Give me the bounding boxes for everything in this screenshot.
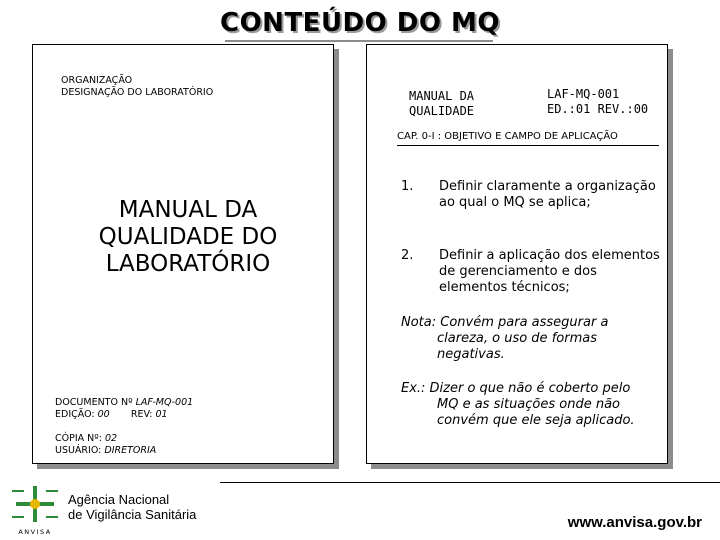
note-line-2: clareza, o uso de formas <box>437 331 597 346</box>
organization-block <box>61 75 213 99</box>
note-block <box>401 315 663 363</box>
list-item-number: 1. <box>401 179 414 194</box>
edition-value: 00 <box>97 409 110 420</box>
example-block <box>401 381 663 429</box>
title-underline <box>225 40 493 42</box>
org-line-1: ORGANIZAÇÃO <box>61 75 133 86</box>
doc-label: DOCUMENTO Nº <box>55 397 133 408</box>
main-title-line-2: QUALIDADE DO <box>98 224 278 250</box>
note-line-3: negativas. <box>437 347 505 362</box>
anvisa-logo <box>10 484 60 536</box>
rev-value: 01 <box>155 409 168 420</box>
org-line-2: DESIGNAÇÃO DO LABORATÓRIO <box>61 87 214 98</box>
page-title: CONTEÚDO DO MQ <box>220 8 500 38</box>
website-link[interactable]: www.anvisa.gov.br <box>567 514 702 531</box>
page-header-manual <box>409 89 474 119</box>
chapter-heading: CAP. 0-I : OBJETIVO E CAMPO DE APLICAÇÃO <box>397 131 618 142</box>
anvisa-logo-icon <box>10 484 60 536</box>
user-label: USUÁRIO: <box>55 445 102 456</box>
header-left-line-1: MANUAL DA <box>409 89 475 103</box>
chapter-page-panel <box>366 44 668 464</box>
document-cover-panel <box>32 44 334 464</box>
page-header-code <box>547 87 648 117</box>
document-info <box>55 397 193 421</box>
note-line-1: Nota: Convém para assegurar a <box>401 315 609 330</box>
list-item: Definir a aplicação dos elementos de gerenciamento e dos elementos técnicos; <box>439 248 660 295</box>
copy-info <box>55 433 156 457</box>
logo-text: ANVISA <box>18 528 52 536</box>
header-right-line-1: LAF-MQ-001 <box>547 87 620 101</box>
example-line-3: convém que ele seja aplicado. <box>437 413 635 428</box>
main-title-line-1: MANUAL DA <box>118 197 258 223</box>
edition-label: EDIÇÃO: <box>55 409 95 420</box>
header-left-line-2: QUALIDADE <box>409 104 475 118</box>
example-line-2: MQ e as situações onde não <box>437 397 621 412</box>
user-value: DIRETORIA <box>104 445 157 456</box>
copy-value: 02 <box>104 433 118 444</box>
rev-label: REV: <box>130 409 153 420</box>
list-item-number: 2. <box>401 248 414 263</box>
main-title-line-3: LABORATÓRIO <box>105 251 271 277</box>
doc-value: LAF-MQ-001 <box>135 397 194 408</box>
copy-label: CÓPIA Nº: <box>55 433 102 444</box>
agency-line-1: Agência Nacional <box>68 492 170 507</box>
example-line-1: Ex.: Dizer o que não é coberto pelo <box>401 381 631 396</box>
agency-line-2: de Vigilância Sanitária <box>68 507 197 522</box>
agency-name <box>68 492 196 522</box>
manual-main-title <box>43 197 333 278</box>
list-item: Definir claramente a organização ao qual o MQ se aplica; <box>439 179 656 210</box>
header-right-line-2: ED.:01 REV.:00 <box>547 102 649 116</box>
chapter-rule <box>397 145 659 146</box>
footer-rule <box>220 482 720 483</box>
